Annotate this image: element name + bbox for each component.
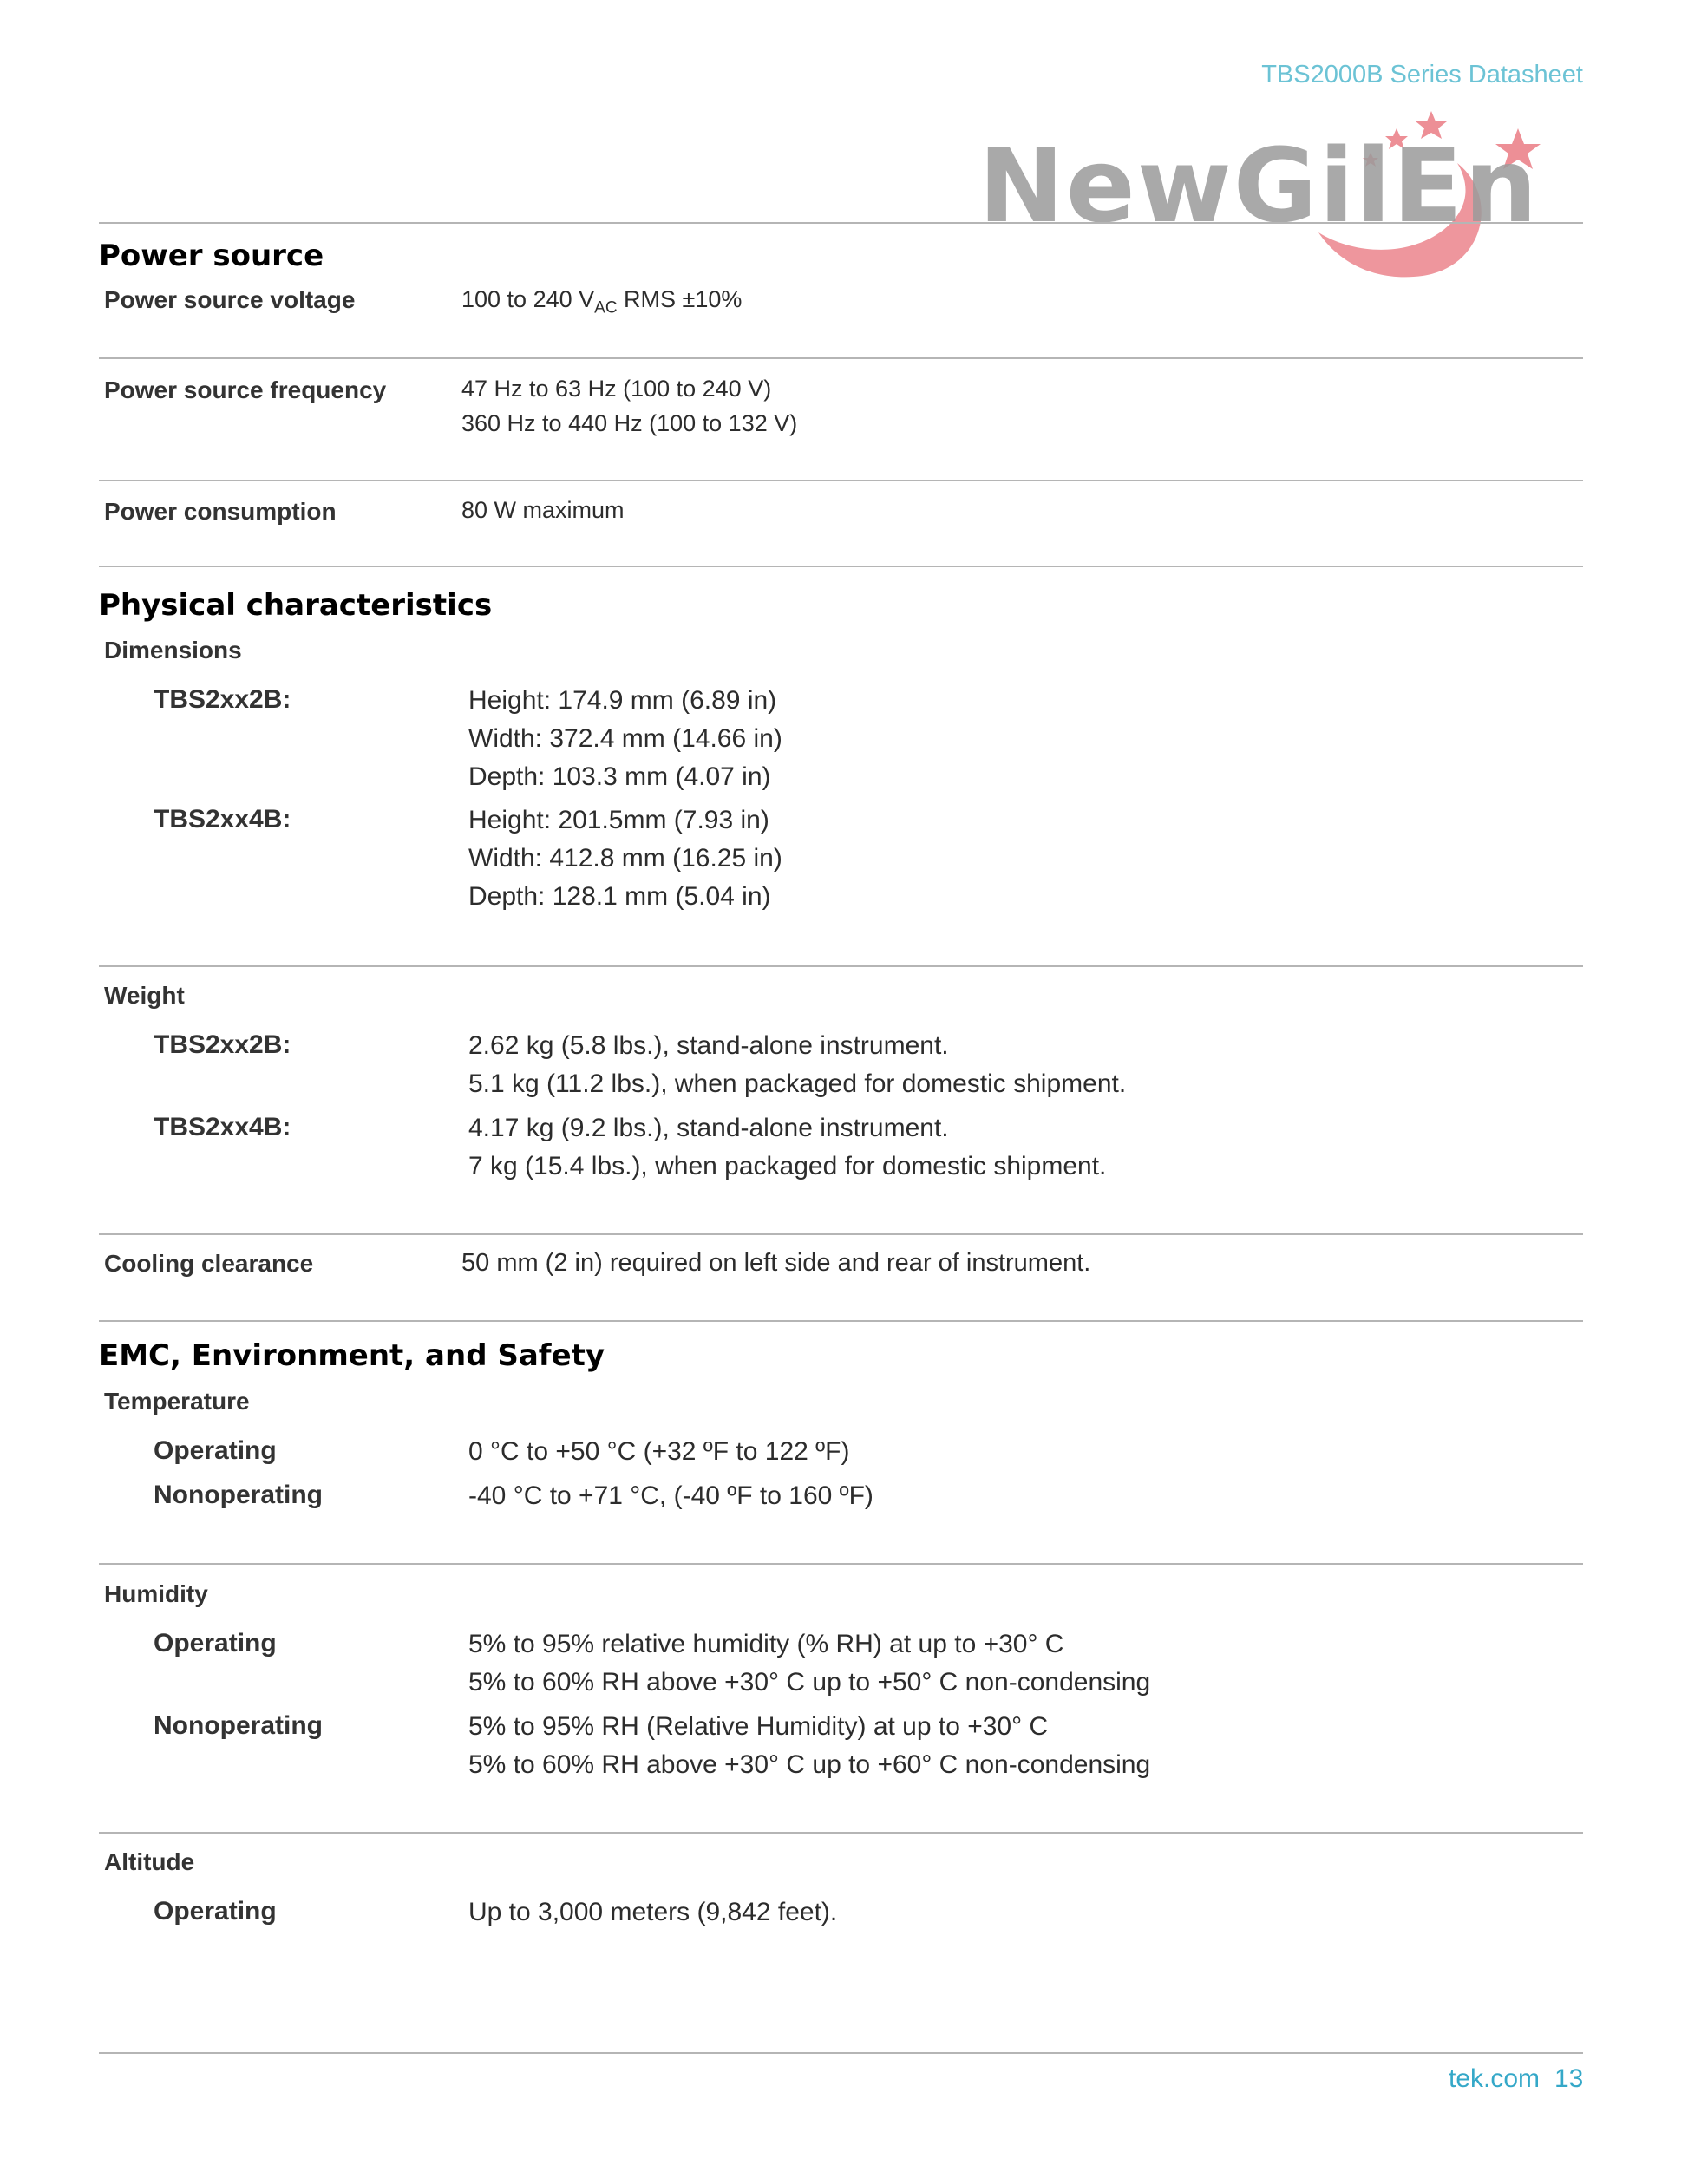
- model-label: TBS2xx2B:: [154, 1030, 291, 1059]
- value-power-voltage: [461, 282, 742, 325]
- model-label: TBS2xx2B:: [154, 685, 291, 714]
- humidity-line: 5% to 95% RH (Relative Humidity) at up to +30° C: [468, 1712, 1049, 1741]
- weight-line: 7 kg (15.4 lbs.), when packaged for domestic shipment.: [468, 1152, 1107, 1180]
- dimension-line: Width: 372.4 mm (14.66 in): [468, 724, 782, 753]
- label-power-voltage: Power source voltage: [104, 286, 356, 313]
- label-power-frequency: Power source frequency: [104, 376, 387, 403]
- label-weight: Weight: [104, 982, 185, 1009]
- humidity-line: 5% to 95% relative humidity (% RH) at up to +30° C: [468, 1630, 1064, 1658]
- weight-line: 2.62 kg (5.8 lbs.), stand-alone instrument.: [468, 1031, 949, 1060]
- voltage-subscript: AC: [594, 298, 618, 317]
- label-humidity: Humidity: [104, 1580, 208, 1607]
- row-divider: [99, 357, 1583, 359]
- label-altitude: Altitude: [104, 1848, 195, 1875]
- model-label: TBS2xx4B:: [154, 805, 291, 834]
- dimension-line: Height: 174.9 mm (6.89 in): [468, 686, 777, 715]
- logo-wordmark: NewGilEn: [978, 126, 1540, 245]
- weight-values-4ch: [468, 1109, 1106, 1186]
- row-divider: [99, 1563, 1583, 1565]
- frequency-line: 47 Hz to 63 Hz (100 to 240 V): [461, 376, 772, 402]
- row-divider: [99, 965, 1583, 967]
- humidity-line: 5% to 60% RH above +30° C up to +50° C non-condensing: [468, 1668, 1151, 1697]
- label-operating: Operating: [154, 1436, 277, 1465]
- label-nonoperating: Nonoperating: [154, 1481, 323, 1509]
- section-title-emc: EMC, Environment, and Safety: [99, 1338, 605, 1373]
- row-divider: [99, 480, 1583, 481]
- label-cooling-clearance: Cooling clearance: [104, 1250, 314, 1277]
- value-humidity-nonoperating: [468, 1708, 1150, 1784]
- weight-line: 5.1 kg (11.2 lbs.), when packaged for domestic shipment.: [468, 1069, 1127, 1098]
- model-label: TBS2xx4B:: [154, 1113, 291, 1141]
- label-operating: Operating: [154, 1897, 277, 1926]
- dimensions-values-4ch: [468, 801, 782, 916]
- label-power-consumption: Power consumption: [104, 498, 337, 525]
- header-divider: [99, 222, 1583, 224]
- section-title-power: Power source: [99, 239, 324, 273]
- label-temperature: Temperature: [104, 1388, 250, 1415]
- section-title-physical: Physical characteristics: [99, 588, 493, 623]
- label-dimensions: Dimensions: [104, 637, 242, 664]
- label-nonoperating: Nonoperating: [154, 1711, 323, 1740]
- dimension-line: Width: 412.8 mm (16.25 in): [468, 844, 782, 873]
- value-altitude-operating: Up to 3,000 meters (9,842 feet).: [468, 1898, 838, 1926]
- weight-line: 4.17 kg (9.2 lbs.), stand-alone instrument.: [468, 1114, 949, 1142]
- dimensions-values-2ch: [468, 682, 782, 796]
- footer-divider: [99, 2052, 1583, 2054]
- value-cooling-clearance: 50 mm (2 in) required on left side and rear of instrument.: [461, 1249, 1091, 1277]
- label-operating: Operating: [154, 1629, 277, 1658]
- dimension-line: Height: 201.5mm (7.93 in): [468, 806, 769, 834]
- dimension-line: Depth: 128.1 mm (5.04 in): [468, 882, 771, 911]
- value-temp-nonoperating: -40 °C to +71 °C, (-40 ºF to 160 ºF): [468, 1481, 873, 1510]
- datasheet-title: TBS2000B Series Datasheet: [1261, 61, 1583, 88]
- dimension-line: Depth: 103.3 mm (4.07 in): [468, 762, 771, 791]
- section-divider: [99, 1320, 1583, 1322]
- row-divider: [99, 1832, 1583, 1834]
- weight-values-2ch: [468, 1027, 1126, 1103]
- value-temp-operating: 0 °C to +50 °C (+32 ºF to 122 ºF): [468, 1437, 850, 1466]
- voltage-suffix: RMS ±10%: [617, 286, 743, 312]
- value-humidity-operating: [468, 1625, 1150, 1702]
- value-power-frequency: [461, 371, 797, 441]
- footer-link[interactable]: tek.com: [1449, 2064, 1541, 2093]
- page-number: 13: [1554, 2064, 1584, 2093]
- frequency-line: 360 Hz to 440 Hz (100 to 132 V): [461, 410, 798, 436]
- value-power-consumption: 80 W maximum: [461, 497, 625, 523]
- humidity-line: 5% to 60% RH above +30° C up to +60° C non-condensing: [468, 1750, 1151, 1779]
- section-divider: [99, 566, 1583, 567]
- voltage-prefix: 100 to 240 V: [461, 286, 595, 312]
- row-divider: [99, 1233, 1583, 1235]
